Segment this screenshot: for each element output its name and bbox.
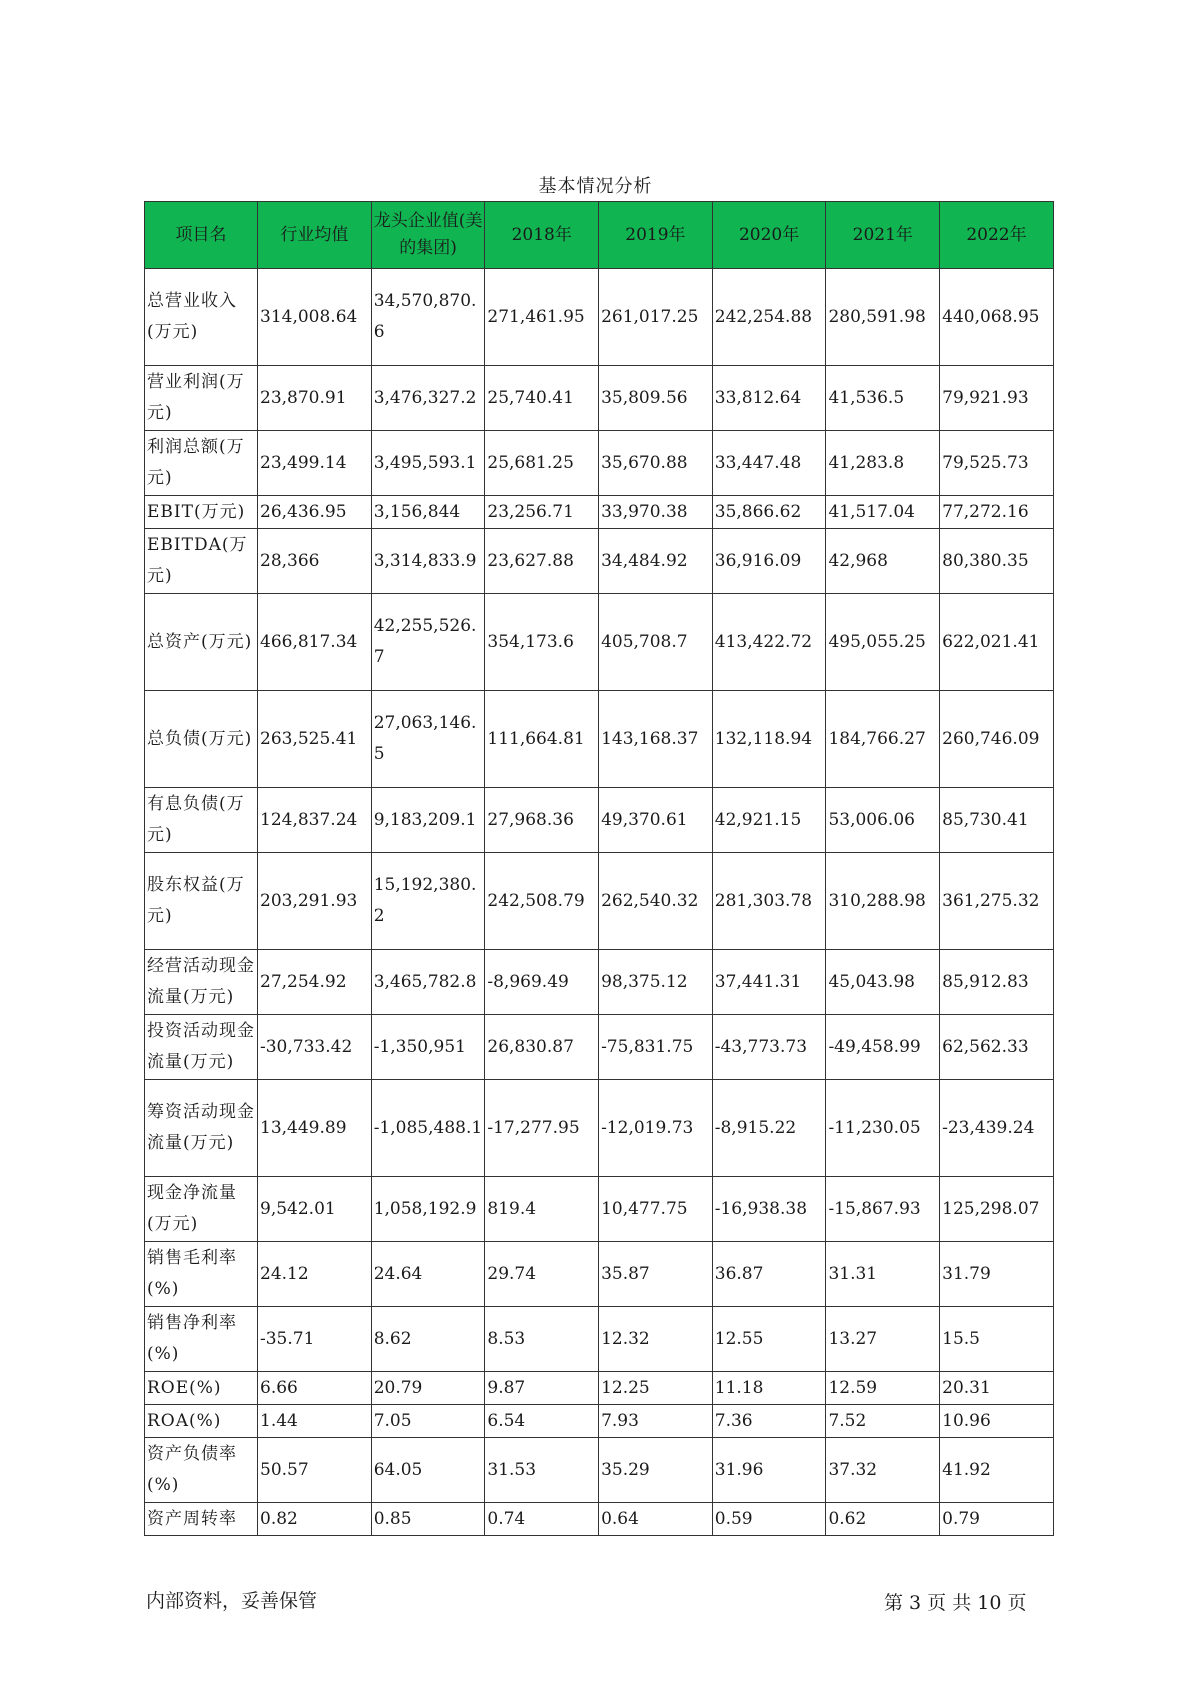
header-2019: 2019年 bbox=[599, 202, 713, 269]
table-cell: 34,570,870.6 bbox=[371, 269, 485, 366]
table-cell: 0.74 bbox=[485, 1503, 599, 1536]
footer-page-number: 第 3 页 共 10 页 bbox=[884, 1592, 1027, 1614]
table-cell: 45,043.98 bbox=[826, 950, 940, 1015]
table-body bbox=[145, 269, 1054, 1536]
table-cell: 36,916.09 bbox=[712, 529, 826, 594]
table-row bbox=[145, 594, 1054, 691]
table-cell: 0.64 bbox=[599, 1503, 713, 1536]
table-cell: 53,006.06 bbox=[826, 788, 940, 853]
table-cell: 26,830.87 bbox=[485, 1015, 599, 1080]
row-label: 资产负债率(%) bbox=[145, 1438, 258, 1503]
table-cell: 33,970.38 bbox=[599, 496, 713, 529]
table-cell: 0.85 bbox=[371, 1503, 485, 1536]
table-cell: 12.59 bbox=[826, 1372, 940, 1405]
table-row bbox=[145, 1503, 1054, 1536]
table-cell: 7.36 bbox=[712, 1405, 826, 1438]
row-label: 总资产(万元) bbox=[145, 594, 258, 691]
table-cell: 79,921.93 bbox=[940, 366, 1054, 431]
table-cell: -23,439.24 bbox=[940, 1080, 1054, 1177]
table-cell: 0.59 bbox=[712, 1503, 826, 1536]
table-row bbox=[145, 529, 1054, 594]
table-cell: 50.57 bbox=[258, 1438, 372, 1503]
table-cell: 41,283.8 bbox=[826, 431, 940, 496]
row-label: EBIT(万元) bbox=[145, 496, 258, 529]
table-cell: 3,156,844 bbox=[371, 496, 485, 529]
header-2022: 2022年 bbox=[940, 202, 1054, 269]
row-label: ROA(%) bbox=[145, 1405, 258, 1438]
table-cell: 37.32 bbox=[826, 1438, 940, 1503]
header-2020: 2020年 bbox=[712, 202, 826, 269]
row-label: 资产周转率 bbox=[145, 1503, 258, 1536]
table-cell: -43,773.73 bbox=[712, 1015, 826, 1080]
table-cell: 29.74 bbox=[485, 1242, 599, 1307]
table-cell: -1,085,488.1 bbox=[371, 1080, 485, 1177]
table-row bbox=[145, 853, 1054, 950]
table-cell: 85,730.41 bbox=[940, 788, 1054, 853]
row-label: 销售净利率(%) bbox=[145, 1307, 258, 1372]
table-cell: 11.18 bbox=[712, 1372, 826, 1405]
table-cell: 41,536.5 bbox=[826, 366, 940, 431]
table-cell: 6.66 bbox=[258, 1372, 372, 1405]
table-cell: 23,256.71 bbox=[485, 496, 599, 529]
table-cell: 8.62 bbox=[371, 1307, 485, 1372]
table-row bbox=[145, 1405, 1054, 1438]
table-cell: 271,461.95 bbox=[485, 269, 599, 366]
table-cell: 15.5 bbox=[940, 1307, 1054, 1372]
table-cell: 1,058,192.9 bbox=[371, 1177, 485, 1242]
table-cell: 262,540.32 bbox=[599, 853, 713, 950]
table-cell: 3,495,593.1 bbox=[371, 431, 485, 496]
table-cell: 819.4 bbox=[485, 1177, 599, 1242]
footer-confidential: 内部资料，妥善保管 bbox=[146, 1590, 318, 1612]
table-cell: 42,968 bbox=[826, 529, 940, 594]
table-cell: 3,314,833.9 bbox=[371, 529, 485, 594]
table-row bbox=[145, 691, 1054, 788]
table-cell: 242,508.79 bbox=[485, 853, 599, 950]
table-cell: 7.52 bbox=[826, 1405, 940, 1438]
row-label: 筹资活动现金流量(万元) bbox=[145, 1080, 258, 1177]
table-cell: 12.25 bbox=[599, 1372, 713, 1405]
table-cell: 35.29 bbox=[599, 1438, 713, 1503]
table-row bbox=[145, 431, 1054, 496]
table-cell: 36.87 bbox=[712, 1242, 826, 1307]
table-cell: 184,766.27 bbox=[826, 691, 940, 788]
table-cell: -49,458.99 bbox=[826, 1015, 940, 1080]
table-cell: 35,670.88 bbox=[599, 431, 713, 496]
table-cell: 33,447.48 bbox=[712, 431, 826, 496]
table-cell: 20.79 bbox=[371, 1372, 485, 1405]
table-cell: -17,277.95 bbox=[485, 1080, 599, 1177]
table-cell: 0.82 bbox=[258, 1503, 372, 1536]
table-cell: 37,441.31 bbox=[712, 950, 826, 1015]
table-cell: 314,008.64 bbox=[258, 269, 372, 366]
table-cell: 9,183,209.1 bbox=[371, 788, 485, 853]
table-row bbox=[145, 366, 1054, 431]
row-label: EBITDA(万元) bbox=[145, 529, 258, 594]
table-cell: -8,969.49 bbox=[485, 950, 599, 1015]
table-row bbox=[145, 1242, 1054, 1307]
table-cell: 49,370.61 bbox=[599, 788, 713, 853]
row-label: 股东权益(万元) bbox=[145, 853, 258, 950]
header-item-name: 项目名 bbox=[145, 202, 258, 269]
table-cell: 354,173.6 bbox=[485, 594, 599, 691]
table-cell: 3,465,782.8 bbox=[371, 950, 485, 1015]
row-label: 有息负债(万元) bbox=[145, 788, 258, 853]
table-cell: 42,255,526.7 bbox=[371, 594, 485, 691]
row-label: 经营活动现金流量(万元) bbox=[145, 950, 258, 1015]
row-label: 总营业收入(万元) bbox=[145, 269, 258, 366]
table-cell: 310,288.98 bbox=[826, 853, 940, 950]
table-cell: -12,019.73 bbox=[599, 1080, 713, 1177]
table-row bbox=[145, 269, 1054, 366]
table-cell: 440,068.95 bbox=[940, 269, 1054, 366]
table-row bbox=[145, 950, 1054, 1015]
table-cell: 28,366 bbox=[258, 529, 372, 594]
table-cell: 203,291.93 bbox=[258, 853, 372, 950]
table-cell: 25,681.25 bbox=[485, 431, 599, 496]
row-label: ROE(%) bbox=[145, 1372, 258, 1405]
row-label: 投资活动现金流量(万元) bbox=[145, 1015, 258, 1080]
table-cell: 242,254.88 bbox=[712, 269, 826, 366]
table-caption: 基本情况分析 bbox=[538, 176, 653, 197]
table-cell: 15,192,380.2 bbox=[371, 853, 485, 950]
table-cell: 12.55 bbox=[712, 1307, 826, 1372]
table-cell: 3,476,327.2 bbox=[371, 366, 485, 431]
table-cell: 31.53 bbox=[485, 1438, 599, 1503]
table-cell: 7.93 bbox=[599, 1405, 713, 1438]
table-row bbox=[145, 1438, 1054, 1503]
header-row bbox=[145, 202, 1054, 269]
table-cell: 281,303.78 bbox=[712, 853, 826, 950]
row-label: 现金净流量(万元) bbox=[145, 1177, 258, 1242]
financial-table bbox=[144, 201, 1054, 1536]
table-cell: 124,837.24 bbox=[258, 788, 372, 853]
table-cell: 10,477.75 bbox=[599, 1177, 713, 1242]
table-row bbox=[145, 788, 1054, 853]
table-cell: 1.44 bbox=[258, 1405, 372, 1438]
header-industry-avg: 行业均值 bbox=[258, 202, 372, 269]
table-cell: 33,812.64 bbox=[712, 366, 826, 431]
table-cell: 35,809.56 bbox=[599, 366, 713, 431]
table-cell: 34,484.92 bbox=[599, 529, 713, 594]
table-cell: 24.12 bbox=[258, 1242, 372, 1307]
table-cell: 85,912.83 bbox=[940, 950, 1054, 1015]
table-cell: 20.31 bbox=[940, 1372, 1054, 1405]
header-2021: 2021年 bbox=[826, 202, 940, 269]
table-cell: 263,525.41 bbox=[258, 691, 372, 788]
table-cell: 31.79 bbox=[940, 1242, 1054, 1307]
row-label: 销售毛利率(%) bbox=[145, 1242, 258, 1307]
table-cell: 0.62 bbox=[826, 1503, 940, 1536]
table-cell: 41.92 bbox=[940, 1438, 1054, 1503]
table-cell: 13,449.89 bbox=[258, 1080, 372, 1177]
table-cell: 41,517.04 bbox=[826, 496, 940, 529]
table-row bbox=[145, 1307, 1054, 1372]
table-cell: 25,740.41 bbox=[485, 366, 599, 431]
table-cell: 13.27 bbox=[826, 1307, 940, 1372]
table-cell: -8,915.22 bbox=[712, 1080, 826, 1177]
table-cell: 7.05 bbox=[371, 1405, 485, 1438]
table-cell: 23,870.91 bbox=[258, 366, 372, 431]
table-cell: 27,968.36 bbox=[485, 788, 599, 853]
table-cell: 27,254.92 bbox=[258, 950, 372, 1015]
table-cell: -1,350,951 bbox=[371, 1015, 485, 1080]
row-label: 总负债(万元) bbox=[145, 691, 258, 788]
table-row bbox=[145, 1080, 1054, 1177]
table-cell: 9,542.01 bbox=[258, 1177, 372, 1242]
table-cell: 26,436.95 bbox=[258, 496, 372, 529]
table-row bbox=[145, 496, 1054, 529]
table-cell: 495,055.25 bbox=[826, 594, 940, 691]
table-cell: 111,664.81 bbox=[485, 691, 599, 788]
header-2018: 2018年 bbox=[485, 202, 599, 269]
table-cell: -30,733.42 bbox=[258, 1015, 372, 1080]
table-cell: 6.54 bbox=[485, 1405, 599, 1438]
table-cell: 23,499.14 bbox=[258, 431, 372, 496]
header-leader-value: 龙头企业值(美的集团) bbox=[371, 202, 485, 269]
table-row bbox=[145, 1177, 1054, 1242]
table-cell: -75,831.75 bbox=[599, 1015, 713, 1080]
row-label: 利润总额(万元) bbox=[145, 431, 258, 496]
table-cell: 64.05 bbox=[371, 1438, 485, 1503]
table-cell: 23,627.88 bbox=[485, 529, 599, 594]
table-cell: 24.64 bbox=[371, 1242, 485, 1307]
table-cell: 62,562.33 bbox=[940, 1015, 1054, 1080]
table-cell: 0.79 bbox=[940, 1503, 1054, 1536]
table-cell: 35.87 bbox=[599, 1242, 713, 1307]
table-cell: -15,867.93 bbox=[826, 1177, 940, 1242]
table-cell: 361,275.32 bbox=[940, 853, 1054, 950]
table-cell: 280,591.98 bbox=[826, 269, 940, 366]
table-cell: 9.87 bbox=[485, 1372, 599, 1405]
table-cell: -11,230.05 bbox=[826, 1080, 940, 1177]
table-cell: 35,866.62 bbox=[712, 496, 826, 529]
table-cell: 622,021.41 bbox=[940, 594, 1054, 691]
table-cell: 42,921.15 bbox=[712, 788, 826, 853]
table-cell: 31.96 bbox=[712, 1438, 826, 1503]
table-cell: 132,118.94 bbox=[712, 691, 826, 788]
table-cell: -35.71 bbox=[258, 1307, 372, 1372]
table-cell: 413,422.72 bbox=[712, 594, 826, 691]
table-cell: 77,272.16 bbox=[940, 496, 1054, 529]
table-cell: -16,938.38 bbox=[712, 1177, 826, 1242]
table-cell: 143,168.37 bbox=[599, 691, 713, 788]
table-cell: 261,017.25 bbox=[599, 269, 713, 366]
table-cell: 80,380.35 bbox=[940, 529, 1054, 594]
table-cell: 466,817.34 bbox=[258, 594, 372, 691]
table-cell: 405,708.7 bbox=[599, 594, 713, 691]
table-cell: 31.31 bbox=[826, 1242, 940, 1307]
table-cell: 125,298.07 bbox=[940, 1177, 1054, 1242]
table-cell: 27,063,146.5 bbox=[371, 691, 485, 788]
table-cell: 8.53 bbox=[485, 1307, 599, 1372]
table-cell: 260,746.09 bbox=[940, 691, 1054, 788]
table-cell: 10.96 bbox=[940, 1405, 1054, 1438]
table-row bbox=[145, 1372, 1054, 1405]
table-cell: 79,525.73 bbox=[940, 431, 1054, 496]
row-label: 营业利润(万元) bbox=[145, 366, 258, 431]
table-cell: 12.32 bbox=[599, 1307, 713, 1372]
table-cell: 98,375.12 bbox=[599, 950, 713, 1015]
table-row bbox=[145, 1015, 1054, 1080]
